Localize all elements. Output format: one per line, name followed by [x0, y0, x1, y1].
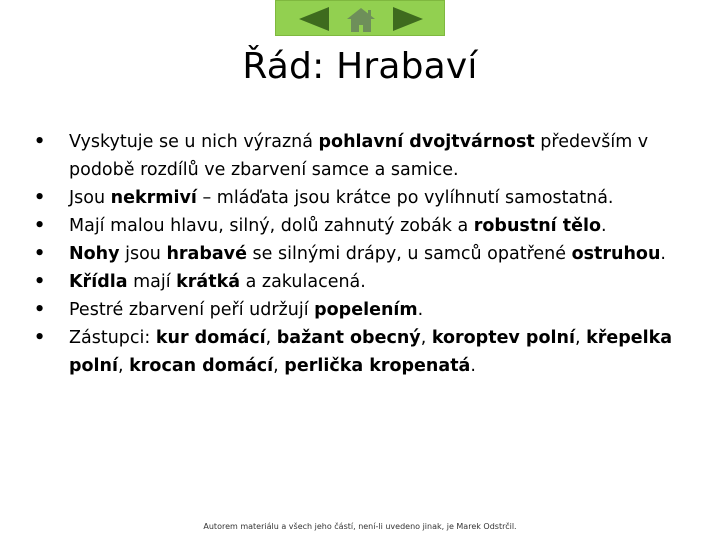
footer-credit: Autorem materiálu a všech jeho částí, není-li uvedeno jinak, je Marek Odstrčil. — [203, 522, 517, 531]
text-run: Vyskytuje se u nich výrazná — [69, 132, 319, 152]
bold-text: perlička kropenatá — [284, 356, 471, 376]
text-run: , — [574, 328, 587, 348]
text-run: Jsou — [69, 188, 111, 208]
bold-text: Nohy — [69, 244, 120, 264]
bullet-item — [30, 296, 700, 324]
text-run: Zástupci: — [69, 328, 156, 348]
bullet-item — [30, 212, 700, 240]
text-run: Mají malou hlavu, silný, dolů zahnutý zobák a — [69, 216, 474, 236]
bold-text: pohlavní dvojtvárnost — [318, 132, 535, 152]
text-run: především v podobě rozdílů ve zbarvení samce a samice. — [69, 132, 649, 180]
previous-slide-button[interactable] — [296, 5, 332, 33]
home-icon — [343, 5, 379, 33]
bold-text: kur domácí — [155, 328, 266, 348]
home-button[interactable] — [343, 5, 379, 33]
text-run: – mláďata jsou krátce po vylíhnutí samostatná. — [196, 188, 614, 208]
navigation-bar — [275, 0, 445, 36]
text-run: , — [420, 328, 432, 348]
text-run: . — [601, 216, 607, 236]
bold-text: nekrmiví — [110, 188, 197, 208]
bold-text: koroptev polní — [431, 328, 575, 348]
bold-text: bažant obecný — [276, 328, 421, 348]
bullet-item — [30, 184, 700, 212]
bold-text: křepelka polní — [69, 328, 673, 376]
text-run: , — [273, 356, 285, 376]
text-run: , — [265, 328, 277, 348]
bullet-item — [30, 324, 700, 380]
bold-text: Křídla — [69, 272, 128, 292]
bold-text: krocan domácí — [129, 356, 274, 376]
text-run: , — [118, 356, 130, 376]
bullet-list — [30, 128, 700, 380]
arrow-right-icon — [390, 5, 426, 33]
next-slide-button[interactable] — [390, 5, 426, 33]
arrow-left-icon — [296, 5, 332, 33]
text-run: mají — [127, 272, 177, 292]
text-run: jsou — [119, 244, 167, 264]
bullet-item — [30, 240, 700, 268]
bold-text: krátká — [176, 272, 241, 292]
text-run: . — [417, 300, 424, 320]
text-run: se silnými drápy, u samců opatřené — [246, 244, 572, 264]
bold-text: hrabavé — [166, 244, 247, 264]
bold-text: robustní tělo — [473, 216, 602, 236]
text-run: . — [470, 356, 476, 376]
bold-text: ostruhou — [571, 244, 661, 264]
slide-title: Řád: Hrabaví — [242, 46, 478, 87]
bold-text: popelením — [314, 300, 418, 320]
bullet-item — [30, 268, 700, 296]
text-run: . — [660, 244, 666, 264]
bullet-item — [30, 128, 700, 184]
text-run: Pestré zbarvení peří udržují — [69, 300, 315, 320]
text-run: a zakulacená. — [240, 272, 366, 292]
